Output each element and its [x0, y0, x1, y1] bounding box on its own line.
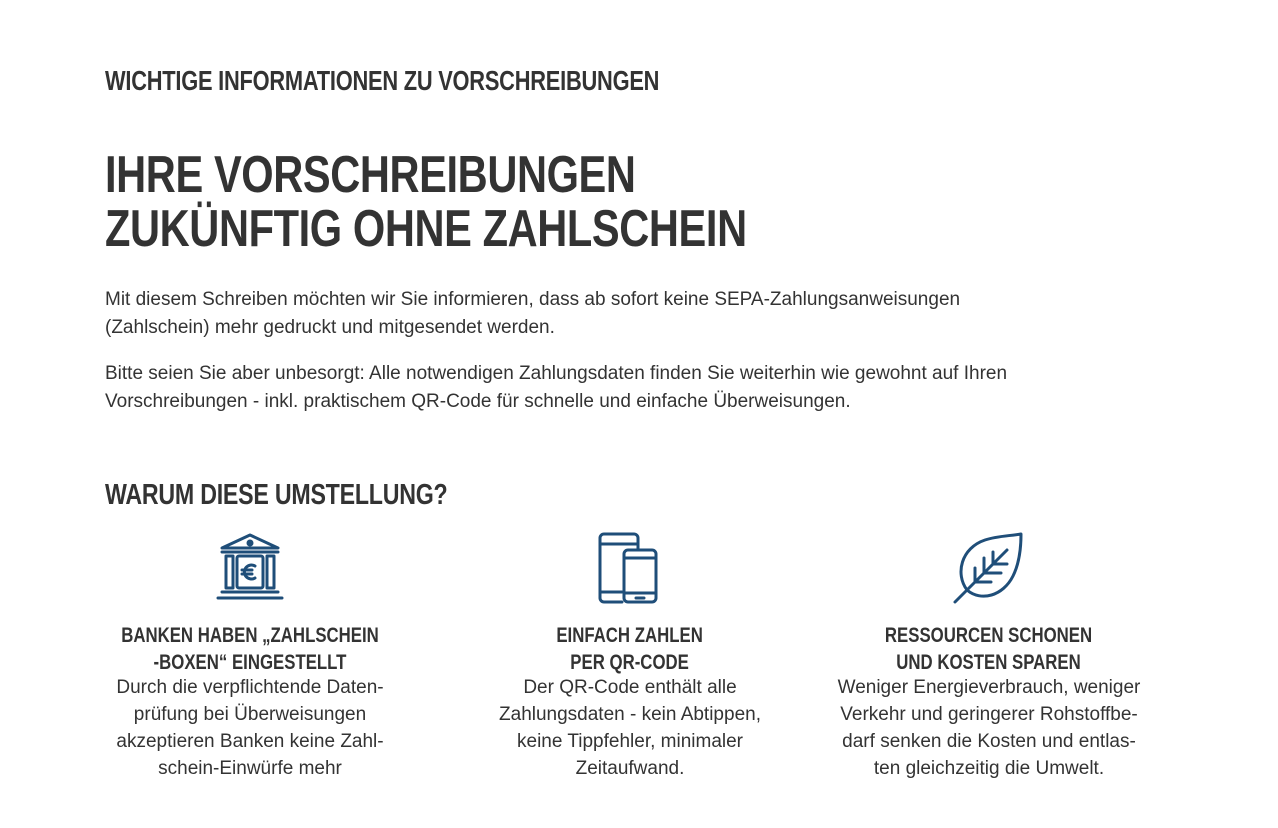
intro-paragraph-1: Mit diesem Schreiben möchten wir Sie informieren, dass ab sofort keine SEPA-Zahlungsanweisungen (Zahlschein) mehr gedruckt und mitgesendet werden. [105, 289, 961, 338]
kicker-heading: WICHTIGE INFORMATIONEN ZU VORSCHREIBUNGEN [105, 65, 660, 96]
feature-title-line-1: EINFACH ZAHLEN [556, 624, 704, 647]
feature-title-line-1: BANKEN HABEN „ZAHLSCHEIN [121, 624, 379, 647]
feature-card-qr [460, 530, 800, 782]
feature-title [121, 622, 379, 676]
feature-description-line: Verkehr und geringerer Rohstoffbe- [840, 704, 1138, 725]
feature-description-line: Der QR-Code enthält alle [523, 677, 737, 698]
feature-title [885, 622, 1092, 676]
feature-description-line: ten gleichzeitig die Umwelt. [873, 758, 1105, 779]
feature-description-line: Zeitaufwand. [575, 758, 685, 779]
feature-description-line: keine Tippfehler, minimaler [517, 731, 743, 752]
bank-euro-icon [212, 530, 288, 606]
feature-title-line-1: RESSOURCEN SCHONEN [885, 624, 1093, 647]
feature-description-line: Weniger Energieverbrauch, weniger [837, 677, 1141, 698]
feature-title-line-2: UND KOSTEN SPAREN [896, 651, 1082, 674]
intro-paragraph-2: Bitte seien Sie aber unbesorgt: Alle notwendigen Zahlungsdaten finden Sie weiterhin wie gewohnt auf Ihren Vorschreibungen - inkl. praktischem QR-Code für schnelle und einfache Überweisungen. [105, 363, 1008, 412]
feature-card-resources [819, 530, 1159, 782]
feature-title-line-2: -BOXEN“ EINGESTELLT [153, 651, 347, 674]
page-title-line-2: ZUKÜNFTIG OHNE ZAHLSCHEIN [105, 200, 747, 258]
leaf-icon [951, 530, 1027, 606]
feature-description [819, 674, 1159, 782]
feature-description-line: schein-Einwürfe mehr [158, 758, 342, 779]
feature-card-banks [80, 530, 420, 782]
page-title-line-1: IHRE VORSCHREIBUNGEN [105, 146, 636, 204]
feature-description-line: darf senken die Kosten und entlas- [842, 731, 1136, 752]
devices-icon [592, 530, 668, 606]
feature-description-line: prüfung bei Überweisungen [133, 704, 367, 725]
feature-title-line-2: PER QR-CODE [570, 651, 690, 674]
feature-description-line: Zahlungsdaten - kein Abtippen, [499, 704, 761, 725]
feature-description-line: akzeptieren Banken keine Zahl- [116, 731, 384, 752]
feature-title [557, 622, 704, 676]
section-title: WARUM DIESE UMSTELLUNG? [105, 479, 448, 511]
feature-description [460, 674, 800, 782]
page-title [105, 148, 747, 256]
feature-description [80, 674, 420, 782]
feature-description-line: Durch die verpflichtende Daten- [116, 677, 384, 698]
